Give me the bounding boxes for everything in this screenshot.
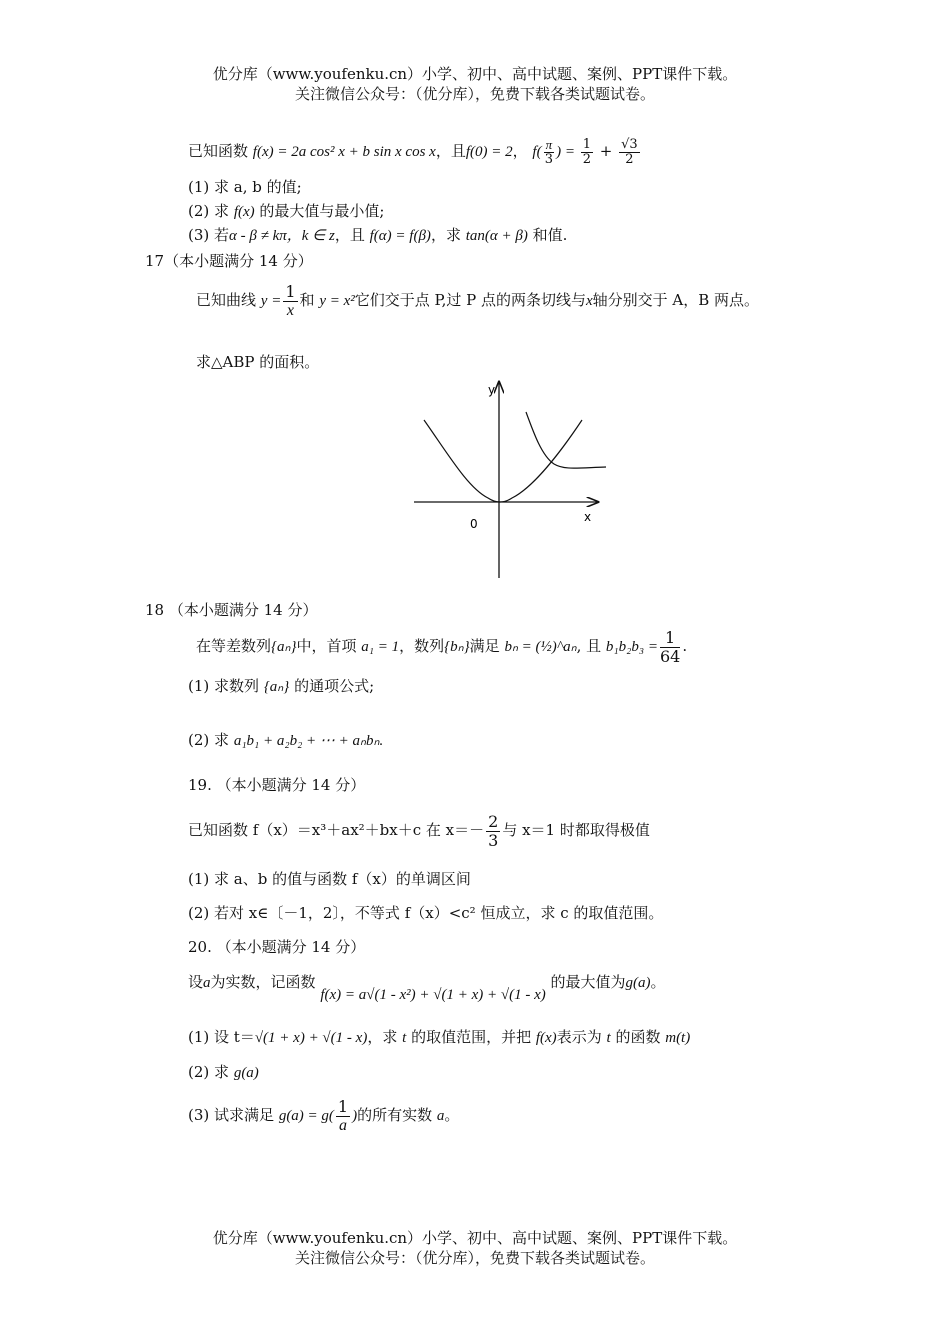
q20-part1-t: t — [402, 1030, 407, 1046]
q19-heading: 19. （本小题满分 14 分） — [188, 776, 366, 794]
x-axis-label: x — [584, 510, 592, 524]
frac-numerator: 1 — [660, 629, 680, 648]
q17-text: 它们交于点 P,过 P 点的两条切线与 — [354, 291, 586, 309]
q17-curve-2: y = x² — [319, 293, 355, 309]
q20-part3-end: 。 — [444, 1106, 460, 1124]
header-line-1: 优分库（www.youfenku.cn）小学、初中、高中试题、案例、PPT课件下载。 — [212, 65, 738, 83]
q20-heading: 20. （本小题满分 14 分） — [188, 938, 366, 956]
q18-a1: a₁ = 1 — [361, 639, 400, 655]
q17-statement — [196, 282, 759, 320]
q19-text-pre: 已知函数 f（x）＝x³＋ax²＋bx＋c 在 x＝－ — [188, 821, 485, 839]
q20-part2-ga: g(a) — [233, 1065, 259, 1081]
q16-pi-over-3 — [544, 138, 555, 167]
q20-part1-fx: f(x) — [535, 1030, 557, 1046]
q20-text-post: 的最大值为 — [550, 973, 626, 991]
q16-condition-1: f(0) = 2 — [465, 144, 513, 160]
q20-part1-mid4: 的函数 — [615, 1028, 661, 1046]
hyperbola-curve — [526, 412, 606, 468]
header-line-2: 关注微信公众号：（优分库），免费下载各类试题试卷。 — [294, 85, 655, 103]
q20-part-2 — [188, 1062, 259, 1083]
q19-part-1: (1) 求 a、b 的值与函数 f（x）的单调区间 — [188, 870, 471, 888]
parabola-curve — [424, 420, 582, 502]
frac-numerator: 1 — [337, 1096, 349, 1116]
q20-statement — [188, 972, 666, 1003]
q17-text-2: 轴分别交于 A，B 两点。 — [592, 291, 760, 309]
q18-text-5: , 且 — [576, 637, 602, 655]
q16-cond2-lhs: f( — [532, 144, 542, 160]
q20-a-var: a — [203, 975, 211, 991]
q18-part1-an: {aₙ} — [263, 679, 290, 695]
q16-part3-joiner-2: ，求 — [430, 226, 461, 244]
q16-cond-joiner: ，且 — [435, 142, 466, 160]
q18-bn-formula: bₙ = (½)^aₙ — [504, 639, 577, 655]
q16-part2-fx: f(x) — [233, 204, 255, 220]
q20-text-mid: 为实数，记函数 — [210, 973, 316, 991]
frac-numerator: 1 — [285, 281, 296, 301]
frac-denominator: 3 — [544, 151, 553, 167]
q20-text-end: 。 — [650, 973, 666, 991]
frac-numerator: 1 — [582, 136, 592, 152]
q16-sqrt3-over-2 — [619, 138, 640, 167]
q16-separator: ， — [512, 142, 528, 160]
footer-line-1: 优分库（www.youfenku.cn）小学、初中、高中试题、案例、PPT课件下载。 — [212, 1229, 738, 1247]
q18-heading: 18 （本小题满分 14 分） — [145, 601, 318, 619]
q16-statement — [188, 134, 642, 169]
frac-denominator: a — [339, 1116, 348, 1134]
q18-part1-suffix: 的通项公式; — [294, 677, 375, 695]
q16-part3-prefix: (3) 若 — [188, 226, 230, 244]
q19-part-2: (2) 若对 x∈〔－1，2〕，不等式 f（x）<c² 恒成立，求 c 的取值范围。 — [188, 904, 664, 922]
q16-function-expression: f(x) = 2a cos² x + b sin x cos x — [252, 144, 436, 160]
frac-numerator: π — [545, 136, 553, 152]
q16-part-3 — [188, 225, 567, 246]
q18-text-2: 中，首项 — [296, 637, 357, 655]
q16-plus: + — [595, 142, 618, 160]
q18-product: b₁b₂b₃ = — [605, 639, 658, 655]
q20-part1-prefix: (1) 设 t＝ — [188, 1028, 255, 1046]
q20-part-1 — [188, 1027, 690, 1048]
q18-part2-expression: a₁b₁ + a₂b₂ + ⋯ + aₙbₙ. — [233, 733, 384, 749]
q20-part3-a: a — [436, 1108, 445, 1124]
q18-part-1 — [188, 676, 374, 697]
q20-part1-mid: ，求 — [367, 1028, 398, 1046]
q17-x-var: x — [585, 293, 593, 309]
q17-and: 和 — [299, 291, 315, 309]
q20-part1-t-expr: √(1 + x) + √(1 - x) — [254, 1030, 368, 1046]
q16-cond2-eq: ) = — [556, 144, 579, 160]
frac-numerator: 2 — [488, 811, 499, 831]
q17-intro: 已知曲线 — [196, 291, 257, 309]
q20-one-over-a — [336, 1098, 350, 1135]
frac-denominator: 2 — [625, 151, 634, 167]
q16-intro: 已知函数 — [188, 142, 249, 160]
frac-denominator: 2 — [582, 151, 592, 167]
q18-one-over-64 — [660, 629, 680, 666]
q20-part3-suffix: 的所有实数 — [357, 1106, 433, 1124]
q18-bn: {bₙ} — [444, 639, 470, 655]
q20-part3-close: ) — [352, 1108, 358, 1124]
q19-text-post: 与 x＝1 时都取得极值 — [502, 821, 650, 839]
frac-denominator: 3 — [488, 830, 499, 850]
q20-part1-mid2: 的取值范围，并把 — [411, 1028, 532, 1046]
q20-part3-equation: g(a) = g( — [278, 1108, 334, 1124]
q18-text-4: 满足 — [469, 637, 500, 655]
q16-part3-suffix: 和值. — [532, 226, 568, 244]
q20-part-3 — [188, 1095, 459, 1136]
q18-text-3: ，数列 — [399, 637, 445, 655]
q16-part2-prefix: (2) 求 — [188, 202, 230, 220]
q19-statement — [188, 808, 650, 852]
q20-function-expression: f(x) = a√(1 - x²) + √(1 + x) + √(1 - x) — [320, 987, 546, 1003]
q20-part1-mid3: 表示为 — [556, 1028, 602, 1046]
q16-part-2 — [188, 201, 384, 222]
frac-denominator: x — [286, 301, 294, 319]
y-axis-label: y — [488, 383, 496, 397]
q17-graph — [408, 376, 608, 582]
q16-half — [581, 138, 593, 167]
q18-part-2 — [188, 730, 383, 751]
q17-heading: 17（本小题满分 14 分） — [145, 252, 313, 270]
q16-part2-suffix: 的最大值与最小值; — [259, 202, 385, 220]
q18-part2-prefix: (2) 求 — [188, 731, 230, 749]
q19-two-thirds — [486, 813, 500, 850]
q20-part1-t-2: t — [606, 1030, 611, 1046]
q16-part3-equation: f(α) = f(β) — [369, 228, 431, 244]
q20-part2-prefix: (2) 求 — [188, 1063, 230, 1081]
q17-y-eq: y = — [260, 293, 282, 309]
footer-line-2: 关注微信公众号：（优分库），免费下载各类试题试卷。 — [294, 1249, 655, 1267]
q18-part1-prefix: (1) 求数列 — [188, 677, 260, 695]
q16-part3-condition: α - β ≠ kπ，k ∈ z — [229, 228, 335, 244]
q17-one-over-x — [283, 283, 297, 320]
q18-an: {aₙ} — [271, 639, 297, 655]
q18-period: . — [682, 637, 688, 655]
q20-ga: g(a) — [625, 975, 651, 991]
q18-statement — [196, 628, 687, 666]
q18-text-1: 在等差数列 — [196, 637, 272, 655]
frac-numerator: √3 — [621, 136, 638, 152]
frac-denominator: 64 — [659, 646, 681, 666]
q16-part3-tan: tan(α + β) — [465, 228, 528, 244]
q16-part3-joiner: ，且 — [334, 226, 365, 244]
q20-text-pre: 设 — [188, 973, 204, 991]
origin-label: 0 — [470, 517, 478, 531]
q17-ask: 求△ABP 的面积。 — [196, 353, 320, 371]
q16-part-1: (1) 求 a, b 的值; — [188, 178, 302, 196]
q20-part1-mt: m(t) — [665, 1030, 691, 1046]
q20-part3-prefix: (3) 试求满足 — [188, 1106, 275, 1124]
